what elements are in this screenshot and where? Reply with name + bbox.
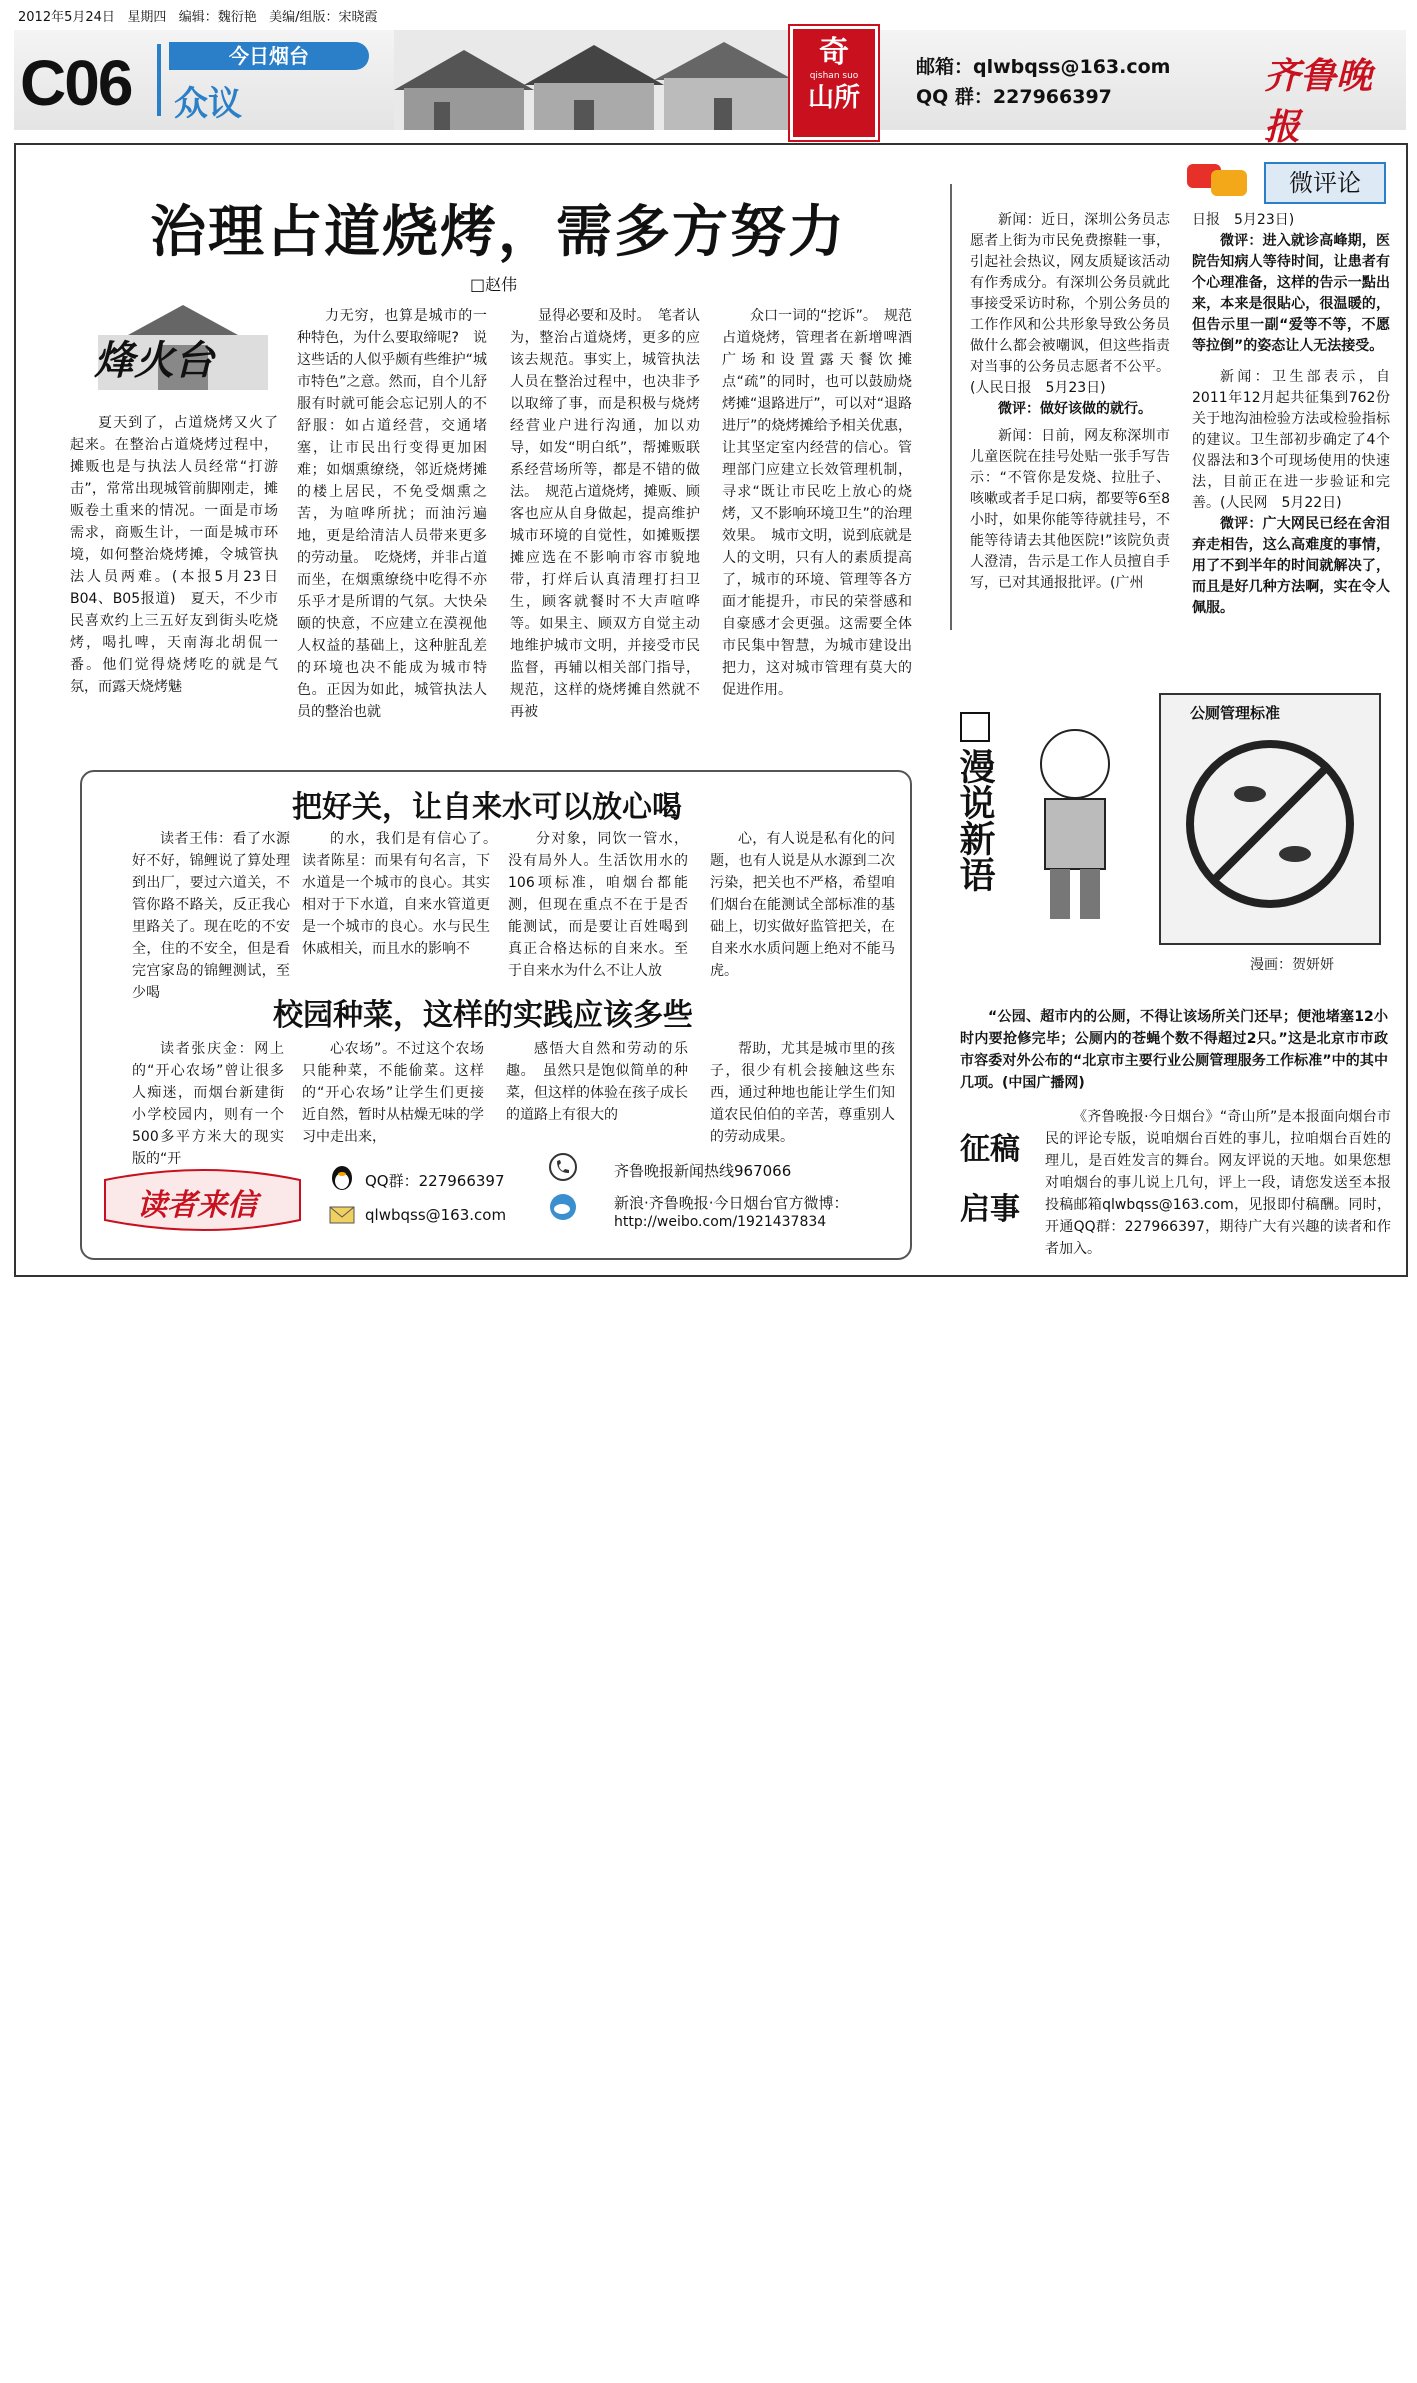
fenghuotai-logo <box>88 305 278 400</box>
letters-a2-col-3 <box>506 1038 688 1148</box>
letters-a2-text-2: 心农场”。不过这个农场只能种菜，不能偷菜。这样的“开心农场”让学生们更接近自然，暂时从枯燥无味的学习中走出来， <box>302 1041 484 1145</box>
cartoon-illustration-icon <box>1010 684 1390 986</box>
speech-bubble-icon <box>1185 160 1251 202</box>
manshuo-title: 漫说新语 <box>954 748 995 892</box>
header-bar <box>14 30 1406 148</box>
weipinglun-news-2-cont: 日报 5月23日) <box>1192 212 1295 228</box>
letters-a1-col-2 <box>302 828 504 980</box>
letters-a2-col-2 <box>302 1038 484 1148</box>
zhenggao-body <box>1045 1106 1391 1260</box>
letters-banner-label: 读者来信 <box>137 1188 257 1223</box>
main-article-col-3 <box>510 305 700 750</box>
main-article-title: 治理占道烧烤，需多方努力 <box>150 200 846 265</box>
letters-weibo: 新浪·齐鲁晚报·今日烟台官方微博： <box>614 1194 849 1212</box>
letters-qq: QQ群：227966397 <box>365 1172 505 1190</box>
designer: 美编/组版：宋晓霞 <box>269 10 378 25</box>
weipinglun-news-3: 新闻：卫生部表示，自2011年12月起共征集到762份关于地沟油检验方法或检验指标的建议。卫生部初步确定了4个仪器法和3个可现场使用的快速法，目前正在进一步验证和完善。(人民网 5月22日) <box>1192 369 1390 511</box>
main-article-col-2 <box>297 305 487 750</box>
top-meta <box>18 8 378 28</box>
letters-email: qlwbqss@163.com <box>365 1206 507 1224</box>
letters-a1-col-3 <box>508 828 688 980</box>
page-code: C06 <box>20 47 132 119</box>
column-divider <box>950 184 952 630</box>
date: 2012年5月24日 <box>18 10 115 25</box>
letters-a2-col-4 <box>710 1038 895 1148</box>
header-photo <box>394 30 804 130</box>
weipinglun-comment-2: 微评：进入就诊高峰期，医院告知病人等待时间，让患者有个心理准备，这样的告示一點出来，本来是很貼心，很温暖的，但告示里一副“爱等不等，不愿等拉倒”的姿态让人无法接受。 <box>1192 233 1390 354</box>
header-email: 邮箱：qlwbqss@163.com <box>916 56 1171 78</box>
section-title: 众议 <box>174 84 242 124</box>
weipinglun-col-2 <box>1192 210 1390 690</box>
letters-banner <box>95 1160 310 1240</box>
weipinglun-comment-3: 微评：广大网民已经在舍泪弃走相告，这么高难度的事情，用了不到半年的时间就解决了，而且是好几种方法啊，实在令人佩服。 <box>1192 516 1390 616</box>
main-article-byline: □赵伟 <box>470 275 518 294</box>
qishansuo-logo <box>790 26 878 140</box>
letters-article2-title: 校园种菜，这样的实践应该多些 <box>273 998 693 1033</box>
letters-a1-text-1: 读者王伟：看了水源好不好，锦鲤说了算处理到出厂，要过六道关，不管你路不路关，反正我心里路关了。现在吃的不安全，住的不安全，但是看完宫家岛的锦鲤测试，至少喝 <box>132 831 290 1001</box>
weipinglun-tag <box>1264 162 1386 204</box>
weibo-icon <box>548 1192 578 1222</box>
weipinglun-news-1: 新闻：近日，深圳公务员志愿者上街为市民免费擦鞋一事，引起社会热议，网友质疑该活动有作秀成分。有深圳公务员就此事接受采访时称，个别公务员的工作作风和公共形象导致公务员做什么都会被嘲讽，但这些指责对当事的公务员志愿者不公平。(人民日报 5月23日) <box>970 212 1170 396</box>
letters-a1-text-3: 分对象，同饮一管水，没有局外人。生活饮用水的106项标准，咱烟台都能测，但现在重点不在于是否能测试，而是要让百姓喝到真正合格达标的自来水。至于自来水为什么不让人放 <box>508 831 688 979</box>
letters-a1-col-1 <box>132 828 290 1001</box>
letters-a1-text-4: 心，有人说是私有化的问题，也有人说是从水源到二次污染，把关也不严格，希望咱们烟台在能测试全部标准的基础上，切实做好监管把关，在自来水水质问题上绝对不能马虎。 <box>710 831 895 979</box>
cartoon-sign-text: 公厕管理标准 <box>1190 704 1281 722</box>
manshuo-caption-text: “公园、超市内的公厕，不得让该场所关门还早；便池堵塞12小时内要抢修完毕；公厕内的苍蝇个数不得超过2只。”这是北京市市政市容委对外公布的“北京市主要行业公厕管理服务工作标准”中的其中几项。(中国广播网) <box>960 1009 1388 1091</box>
letters-weibo-url[interactable]: http://weibo.com/1921437834 <box>614 1214 827 1230</box>
manshuo-cartoon <box>1010 684 1390 986</box>
main-article-col-1 <box>70 412 278 752</box>
letters-a2-col-1 <box>132 1038 284 1167</box>
weipinglun-tag-label: 微评论 <box>1289 169 1361 197</box>
main-article-text-3: 显得必要和及时。 笔者认为，整治占道烧烤，更多的应该去规范。事实上，城管执法人员在整治过程中，也决非予以取缔了事，而是积极与烧烤经营业户进行沟通，加以劝导，如发“明白纸”，帮摊贩联系经营场所等，都是不错的做法。 规范占道烧烤，摊贩、顾客也应从自身做起，提高维护城市环境的自觉性，如摊贩摆摊应选在不影响市容市貌地带，打烊后认真清理打扫卫生，顾客就餐时不大声喧哗等。如果主、顾双方自觉主动地维护城市文明，并接受市民监督，再辅以相关部门指导，规范，这样的烧烤摊自然就不再被 <box>510 308 700 720</box>
weekday: 星期四 <box>127 10 167 25</box>
logo-text-bottom: 山所 <box>807 83 860 113</box>
weipinglun-comment-1: 微评：做好该做的就行。 <box>998 401 1152 417</box>
letters-a2-text-3: 感悟大自然和劳动的乐趣。 虽然只是饱似简单的种菜，但这样的体验在孩子成长的道路上有很大的 <box>506 1041 688 1123</box>
header-divider <box>157 44 161 116</box>
letters-hotline: 齐鲁晚报新闻热线967066 <box>614 1162 792 1180</box>
manshuo-box-icon <box>960 712 990 742</box>
envelope-icon <box>328 1200 356 1228</box>
logo-pinyin: qishan suo <box>809 71 859 81</box>
letters-a2-text-1: 读者张庆金：网上的“开心农场”曾让很多人痴迷，而烟台新建街小学校园内，则有一个500多平方米大的现实版的“开 <box>132 1041 284 1167</box>
main-article-text-4: 众口一词的“挖诉”。 规范占道烧烤，管理者在新增啤酒广场和设置露天餐饮摊点“疏”的同时，也可以鼓励烧烤摊“退路进厅”，可以对“退路进厅”的烧烤摊给予相关优惠，让其坚定室内经营的信心。管理部门应建立长效管理机制，寻求“既让市民吃上放心的烧烤，又不影响环境卫生”的治理效果。 城市文明，说到底就是人的文明，只有人的素质提高了，城市的环境、管理等各方面才能提升，市民的荣誉感和自豪感才会更强。这需要全体市民集中智慧，为城市建设出把力，这对城市管理有莫大的促进作用。 <box>722 308 912 698</box>
main-article-text-2: 力无穷，也算是城市的一种特色，为什么要取缔呢? 说这些话的人似乎颇有些维护“城市特色”之意。然而，自个儿舒服有时就可能会忘记别人的不舒服：如占道经营，交通堵塞，让市民出行变得更加困难；如烟熏缭绕，邻近烧烤摊的楼上居民，不免受烟熏之苦，为喧哗所扰；而油污遍地，更是给清洁人员带来更多的劳动量。 吃烧烤，并非占道而坐，在烟熏缭绕中吃得不亦乐乎才是所谓的气氛。大快朵颐的快意，不应建立在漠视他人权益的基础上，这种脏乱差的环境也决不能成为城市特色。正因为如此，城管执法人员的整治也就 <box>297 308 487 720</box>
main-article-text-1: 夏天到了，占道烧烤又火了起来。在整治占道烧烤过程中，摊贩也是与执法人员经常“打游击”，常常出现城管前脚刚走，摊贩卷土重来的情况。一面是市场需求，商贩生计，一面是城市环境，如何整治烧烤摊，令城管执法人员两难。(本报5月23日B04、B05报道) 夏天，不少市民喜欢约上三五好友到街头吃烧烤，喝扎啤，天南海北胡侃一番。他们觉得烧烤吃的就是气氛，而露天烧烤魅 <box>70 415 278 695</box>
letters-a1-text-2: 的水，我们是有信心了。 读者陈星：而果有句名言，下水道是一个城市的良心。其实相对于下水道，自来水管道更是一个城市的良心。水与民生休戚相关，而且水的影响不 <box>302 831 504 957</box>
header-qq: QQ 群：227966397 <box>916 86 1112 108</box>
phone-icon <box>548 1152 578 1182</box>
zhenggao-text: 《齐鲁晚报·今日烟台》“奇山所”是本报面向烟台市民的评论专版，说咱烟台百姓的事儿，拉咱烟台百姓的理儿，是百姓发言的舞台。网友评说的天地。如果您想对咱烟台的事儿说上几句，评上一段，请您发送至本报投稿邮箱qlwbqss@163.com，见报即付稿酬。同时，开通QQ群：227966397，期待广大有兴趣的读者和作者加入。 <box>1045 1109 1391 1257</box>
zhenggao-title-bottom: 启事 <box>960 1192 1020 1227</box>
manshuo-caption <box>960 1006 1388 1094</box>
weipinglun-col-1 <box>970 210 1170 690</box>
letters-a1-col-4 <box>710 828 895 980</box>
weipinglun-news-2: 新闻：日前，网友称深圳市儿童医院在挂号处贴一张手写告示：“不管你是发烧、拉肚子、咳嗽或者手足口病，都要等6至8小时，如果你能等待就挂号，不能等待请去其他医院!”该院负责人澄清，告示是工作人员擅自手写，已对其通报批评。(广州 <box>970 428 1170 591</box>
zhenggao-title-top: 征稿 <box>960 1132 1020 1167</box>
editor: 编辑：魏衍艳 <box>178 10 257 25</box>
main-article-col-4 <box>722 305 912 750</box>
fenghuotai-label: 烽火台 <box>94 338 214 384</box>
letters-article1-title: 把好关，让自来水可以放心喝 <box>292 790 682 825</box>
qq-penguin-icon <box>328 1164 356 1192</box>
section-label: 今日烟台 <box>169 42 369 70</box>
letters-a2-text-4: 帮助，尤其是城市里的孩子，很少有机会接触这些东西，通过种地也能让学生们知道农民伯伯的辛苦，尊重别人的劳动成果。 <box>710 1041 895 1145</box>
paper-name: 齐鲁晚报 <box>1264 55 1373 148</box>
cartoon-credit: 漫画：贺妍妍 <box>1250 957 1334 973</box>
logo-text-top: 奇 <box>819 35 849 70</box>
